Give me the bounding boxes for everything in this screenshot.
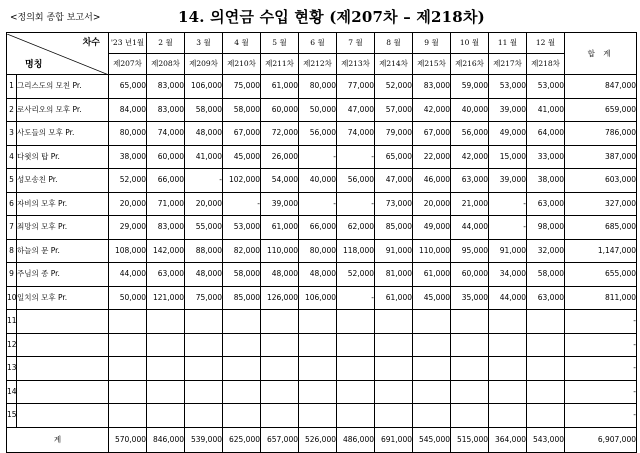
monthly-amount: 62,000	[337, 216, 375, 240]
monthly-amount: 59,000	[451, 75, 489, 99]
corner-label-name: 명칭	[25, 59, 43, 70]
row-total: 603,000	[565, 169, 637, 193]
table-row	[7, 357, 637, 381]
monthly-amount: 75,000	[185, 286, 223, 310]
monthly-amount	[185, 333, 223, 357]
row-number: 3	[7, 122, 17, 146]
column-total: 657,000	[261, 427, 299, 452]
monthly-amount: 56,000	[299, 122, 337, 146]
row-number: 10	[7, 286, 17, 310]
row-number: 1	[7, 75, 17, 99]
monthly-amount: -	[299, 192, 337, 216]
table-row	[7, 169, 637, 193]
corner-label-session: 차수	[82, 37, 100, 48]
monthly-amount: 48,000	[261, 263, 299, 287]
table-row	[7, 216, 637, 240]
monthly-amount	[451, 380, 489, 404]
monthly-amount: 83,000	[147, 98, 185, 122]
row-total: 387,000	[565, 145, 637, 169]
monthly-amount	[147, 333, 185, 357]
monthly-amount: 80,000	[299, 239, 337, 263]
monthly-amount: 29,000	[109, 216, 147, 240]
column-total: 570,000	[109, 427, 147, 452]
monthly-amount: 49,000	[489, 122, 527, 146]
monthly-amount: -	[299, 145, 337, 169]
monthly-amount	[147, 404, 185, 428]
monthly-amount: 110,000	[413, 239, 451, 263]
monthly-amount: 42,000	[451, 145, 489, 169]
grand-total: 6,907,000	[565, 427, 637, 452]
monthly-amount: 63,000	[451, 169, 489, 193]
monthly-amount	[299, 333, 337, 357]
monthly-amount: 53,000	[489, 75, 527, 99]
monthly-amount: 106,000	[299, 286, 337, 310]
monthly-amount: 20,000	[413, 192, 451, 216]
month-header: 10 월	[451, 33, 489, 54]
praesidium-name: 자비의 모후 Pr.	[17, 192, 109, 216]
row-number: 7	[7, 216, 17, 240]
monthly-amount: 39,000	[489, 98, 527, 122]
table-body	[7, 75, 637, 428]
row-number: 14	[7, 380, 17, 404]
monthly-amount: 57,000	[375, 98, 413, 122]
column-total: 526,000	[299, 427, 337, 452]
monthly-amount: 64,000	[527, 122, 565, 146]
row-number: 13	[7, 357, 17, 381]
monthly-amount: 53,000	[223, 216, 261, 240]
monthly-amount: -	[337, 286, 375, 310]
monthly-amount: 71,000	[147, 192, 185, 216]
monthly-amount: 82,000	[223, 239, 261, 263]
monthly-amount: 72,000	[261, 122, 299, 146]
monthly-amount	[413, 333, 451, 357]
month-header: 2 월	[147, 33, 185, 54]
table-row	[7, 75, 637, 99]
row-total: -	[565, 310, 637, 334]
row-number: 15	[7, 404, 17, 428]
monthly-amount	[527, 333, 565, 357]
monthly-amount: 44,000	[451, 216, 489, 240]
monthly-amount: 47,000	[375, 169, 413, 193]
monthly-amount: 48,000	[299, 263, 337, 287]
monthly-amount: 65,000	[109, 75, 147, 99]
monthly-amount	[489, 404, 527, 428]
monthly-amount: 121,000	[147, 286, 185, 310]
monthly-amount: 39,000	[489, 169, 527, 193]
column-total: 545,000	[413, 427, 451, 452]
row-number: 2	[7, 98, 17, 122]
praesidium-name: 그리스도의 모친 Pr.	[17, 75, 109, 99]
monthly-amount	[223, 380, 261, 404]
monthly-amount	[261, 357, 299, 381]
monthly-amount: -	[185, 169, 223, 193]
table-row	[7, 333, 637, 357]
monthly-amount: 74,000	[337, 122, 375, 146]
monthly-amount	[337, 333, 375, 357]
monthly-amount: 106,000	[185, 75, 223, 99]
session-header: 제211차	[261, 54, 299, 75]
monthly-amount	[147, 380, 185, 404]
monthly-amount: 41,000	[185, 145, 223, 169]
praesidium-name: 하늘의 문 Pr.	[17, 239, 109, 263]
month-header: '23 년1월	[109, 33, 147, 54]
monthly-amount: 56,000	[337, 169, 375, 193]
month-header: 3 월	[185, 33, 223, 54]
monthly-amount: 48,000	[185, 122, 223, 146]
monthly-amount: 79,000	[375, 122, 413, 146]
monthly-amount: 33,000	[527, 145, 565, 169]
praesidium-name: 로사리오의 모후 Pr.	[17, 98, 109, 122]
row-total: 685,000	[565, 216, 637, 240]
monthly-amount: 61,000	[261, 75, 299, 99]
monthly-amount	[299, 380, 337, 404]
row-number: 11	[7, 310, 17, 334]
monthly-amount	[375, 380, 413, 404]
totals-label: 계	[7, 427, 109, 452]
total-column-header: 합 계	[565, 33, 637, 75]
monthly-amount: 84,000	[109, 98, 147, 122]
monthly-amount: 45,000	[223, 145, 261, 169]
praesidium-name	[17, 404, 109, 428]
monthly-amount: 102,000	[223, 169, 261, 193]
month-header: 4 월	[223, 33, 261, 54]
monthly-amount: 39,000	[261, 192, 299, 216]
row-total: 659,000	[565, 98, 637, 122]
monthly-amount: 47,000	[337, 98, 375, 122]
row-number: 12	[7, 333, 17, 357]
report-header	[0, 0, 640, 30]
monthly-amount: 85,000	[223, 286, 261, 310]
month-header: 11 월	[489, 33, 527, 54]
monthly-amount: 60,000	[451, 263, 489, 287]
monthly-amount: 52,000	[337, 263, 375, 287]
monthly-amount	[451, 404, 489, 428]
praesidium-name: 다윗의 탑 Pr.	[17, 145, 109, 169]
monthly-amount: 20,000	[109, 192, 147, 216]
monthly-amount	[489, 380, 527, 404]
monthly-amount	[109, 380, 147, 404]
table-row	[7, 404, 637, 428]
monthly-amount	[299, 357, 337, 381]
session-header: 제215차	[413, 54, 451, 75]
session-header: 제216차	[451, 54, 489, 75]
row-total: -	[565, 380, 637, 404]
monthly-amount: 66,000	[299, 216, 337, 240]
column-total: 539,000	[185, 427, 223, 452]
month-header-row	[7, 33, 637, 54]
monthly-amount: 38,000	[109, 145, 147, 169]
monthly-amount	[413, 310, 451, 334]
month-header: 7 월	[337, 33, 375, 54]
row-number: 8	[7, 239, 17, 263]
monthly-amount	[261, 310, 299, 334]
monthly-amount	[185, 357, 223, 381]
monthly-amount	[375, 357, 413, 381]
monthly-amount	[527, 357, 565, 381]
row-total: 655,000	[565, 263, 637, 287]
monthly-amount: 110,000	[261, 239, 299, 263]
session-header: 제218차	[527, 54, 565, 75]
month-header: 12 월	[527, 33, 565, 54]
monthly-amount	[375, 404, 413, 428]
table-row	[7, 145, 637, 169]
monthly-amount: 21,000	[451, 192, 489, 216]
monthly-amount	[147, 310, 185, 334]
report-note: <정의회 종합 보고서>	[10, 13, 101, 23]
corner-header-cell	[7, 33, 109, 75]
monthly-amount	[261, 404, 299, 428]
monthly-amount	[413, 380, 451, 404]
monthly-amount	[451, 310, 489, 334]
column-total: 364,000	[489, 427, 527, 452]
monthly-amount: 65,000	[375, 145, 413, 169]
monthly-amount	[223, 333, 261, 357]
monthly-amount: 58,000	[185, 98, 223, 122]
monthly-amount: 98,000	[527, 216, 565, 240]
column-total: 691,000	[375, 427, 413, 452]
monthly-amount: 50,000	[109, 286, 147, 310]
monthly-amount	[223, 310, 261, 334]
monthly-amount: 58,000	[527, 263, 565, 287]
monthly-amount: 53,000	[527, 75, 565, 99]
monthly-amount: 52,000	[109, 169, 147, 193]
monthly-amount: 44,000	[489, 286, 527, 310]
monthly-amount	[223, 404, 261, 428]
column-total: 543,000	[527, 427, 565, 452]
monthly-amount: 61,000	[261, 216, 299, 240]
monthly-amount: 49,000	[413, 216, 451, 240]
monthly-amount	[527, 404, 565, 428]
monthly-amount: 60,000	[147, 145, 185, 169]
monthly-amount	[337, 357, 375, 381]
monthly-amount: -	[337, 192, 375, 216]
monthly-amount: 63,000	[527, 286, 565, 310]
monthly-amount	[185, 380, 223, 404]
monthly-amount: 66,000	[147, 169, 185, 193]
row-total: 786,000	[565, 122, 637, 146]
table-row	[7, 380, 637, 404]
monthly-amount: 20,000	[185, 192, 223, 216]
monthly-amount: 32,000	[527, 239, 565, 263]
monthly-amount: 44,000	[109, 263, 147, 287]
monthly-amount: 118,000	[337, 239, 375, 263]
monthly-amount: 15,000	[489, 145, 527, 169]
monthly-amount: 75,000	[223, 75, 261, 99]
row-total: -	[565, 333, 637, 357]
monthly-amount: 126,000	[261, 286, 299, 310]
monthly-amount	[337, 380, 375, 404]
monthly-amount: 91,000	[375, 239, 413, 263]
monthly-amount: 46,000	[413, 169, 451, 193]
table-row	[7, 122, 637, 146]
monthly-amount: 58,000	[223, 263, 261, 287]
monthly-amount: 73,000	[375, 192, 413, 216]
monthly-amount	[413, 404, 451, 428]
monthly-amount	[527, 310, 565, 334]
monthly-amount: 61,000	[375, 286, 413, 310]
monthly-amount	[109, 357, 147, 381]
monthly-amount: 61,000	[413, 263, 451, 287]
monthly-amount: 52,000	[375, 75, 413, 99]
monthly-amount	[261, 333, 299, 357]
row-total: 811,000	[565, 286, 637, 310]
monthly-amount: 42,000	[413, 98, 451, 122]
monthly-amount: 80,000	[109, 122, 147, 146]
monthly-amount	[489, 333, 527, 357]
session-header: 제212차	[299, 54, 337, 75]
monthly-amount	[147, 357, 185, 381]
column-total: 515,000	[451, 427, 489, 452]
row-total: 1,147,000	[565, 239, 637, 263]
monthly-amount: 40,000	[299, 169, 337, 193]
table-row	[7, 239, 637, 263]
month-header: 5 월	[261, 33, 299, 54]
month-header: 9 월	[413, 33, 451, 54]
praesidium-name	[17, 357, 109, 381]
column-total: 486,000	[337, 427, 375, 452]
monthly-amount: 80,000	[299, 75, 337, 99]
table-row	[7, 310, 637, 334]
table-row	[7, 192, 637, 216]
monthly-amount: 60,000	[261, 98, 299, 122]
totals-row	[7, 427, 637, 452]
monthly-amount: 85,000	[375, 216, 413, 240]
monthly-amount	[337, 310, 375, 334]
monthly-amount: 54,000	[261, 169, 299, 193]
monthly-amount: 108,000	[109, 239, 147, 263]
monthly-amount	[413, 357, 451, 381]
month-header: 6 월	[299, 33, 337, 54]
monthly-amount: 50,000	[299, 98, 337, 122]
monthly-amount: 142,000	[147, 239, 185, 263]
monthly-amount: 91,000	[489, 239, 527, 263]
praesidium-name	[17, 380, 109, 404]
praesidium-name: 일치의 모후 Pr.	[17, 286, 109, 310]
praesidium-name: 사도들의 모후 Pr.	[17, 122, 109, 146]
praesidium-name	[17, 310, 109, 334]
table-row	[7, 98, 637, 122]
session-header: 제208차	[147, 54, 185, 75]
column-total: 846,000	[147, 427, 185, 452]
monthly-amount	[299, 310, 337, 334]
monthly-amount	[489, 310, 527, 334]
monthly-amount: 26,000	[261, 145, 299, 169]
row-number: 5	[7, 169, 17, 193]
monthly-amount	[109, 333, 147, 357]
row-number: 4	[7, 145, 17, 169]
monthly-amount: -	[489, 216, 527, 240]
row-total: 327,000	[565, 192, 637, 216]
session-header: 제217차	[489, 54, 527, 75]
session-header: 제210차	[223, 54, 261, 75]
session-header: 제207차	[109, 54, 147, 75]
monthly-amount	[451, 357, 489, 381]
column-total: 625,000	[223, 427, 261, 452]
monthly-amount	[185, 404, 223, 428]
monthly-amount: 81,000	[375, 263, 413, 287]
monthly-amount	[261, 380, 299, 404]
monthly-amount: 83,000	[147, 75, 185, 99]
monthly-amount: -	[337, 145, 375, 169]
monthly-amount	[109, 404, 147, 428]
monthly-amount: 67,000	[413, 122, 451, 146]
monthly-amount: 38,000	[527, 169, 565, 193]
monthly-amount	[489, 357, 527, 381]
monthly-amount: 83,000	[147, 216, 185, 240]
monthly-amount	[337, 404, 375, 428]
monthly-amount: 88,000	[185, 239, 223, 263]
session-header: 제213차	[337, 54, 375, 75]
table-row	[7, 286, 637, 310]
monthly-amount: 77,000	[337, 75, 375, 99]
monthly-amount: 22,000	[413, 145, 451, 169]
monthly-amount	[223, 357, 261, 381]
page-title: 14. 의연금 수입 현황 (제207차 – 제218차)	[178, 8, 485, 26]
session-header: 제214차	[375, 54, 413, 75]
praesidium-name	[17, 333, 109, 357]
monthly-amount: 67,000	[223, 122, 261, 146]
praesidium-name: 성모송친 Pr.	[17, 169, 109, 193]
row-total: -	[565, 357, 637, 381]
monthly-amount: 95,000	[451, 239, 489, 263]
monthly-amount: 34,000	[489, 263, 527, 287]
monthly-amount: 58,000	[223, 98, 261, 122]
monthly-amount	[451, 333, 489, 357]
monthly-amount: 48,000	[185, 263, 223, 287]
monthly-amount: -	[489, 192, 527, 216]
row-total: 847,000	[565, 75, 637, 99]
monthly-amount	[375, 333, 413, 357]
monthly-amount: 35,000	[451, 286, 489, 310]
monthly-amount	[527, 380, 565, 404]
monthly-amount: 63,000	[147, 263, 185, 287]
monthly-amount	[375, 310, 413, 334]
monthly-amount: 55,000	[185, 216, 223, 240]
row-total: -	[565, 404, 637, 428]
monthly-amount: 40,000	[451, 98, 489, 122]
table-row	[7, 263, 637, 287]
month-header: 8 월	[375, 33, 413, 54]
monthly-amount	[109, 310, 147, 334]
monthly-amount: -	[223, 192, 261, 216]
monthly-amount: 63,000	[527, 192, 565, 216]
praesidium-name: 죄망의 모후 Pr.	[17, 216, 109, 240]
monthly-amount: 41,000	[527, 98, 565, 122]
donation-revenue-table	[6, 32, 637, 453]
session-header: 제209차	[185, 54, 223, 75]
monthly-amount: 45,000	[413, 286, 451, 310]
monthly-amount	[299, 404, 337, 428]
monthly-amount: 83,000	[413, 75, 451, 99]
monthly-amount	[185, 310, 223, 334]
praesidium-name: 주님의 종 Pr.	[17, 263, 109, 287]
monthly-amount: 74,000	[147, 122, 185, 146]
row-number: 9	[7, 263, 17, 287]
monthly-amount: 56,000	[451, 122, 489, 146]
row-number: 6	[7, 192, 17, 216]
